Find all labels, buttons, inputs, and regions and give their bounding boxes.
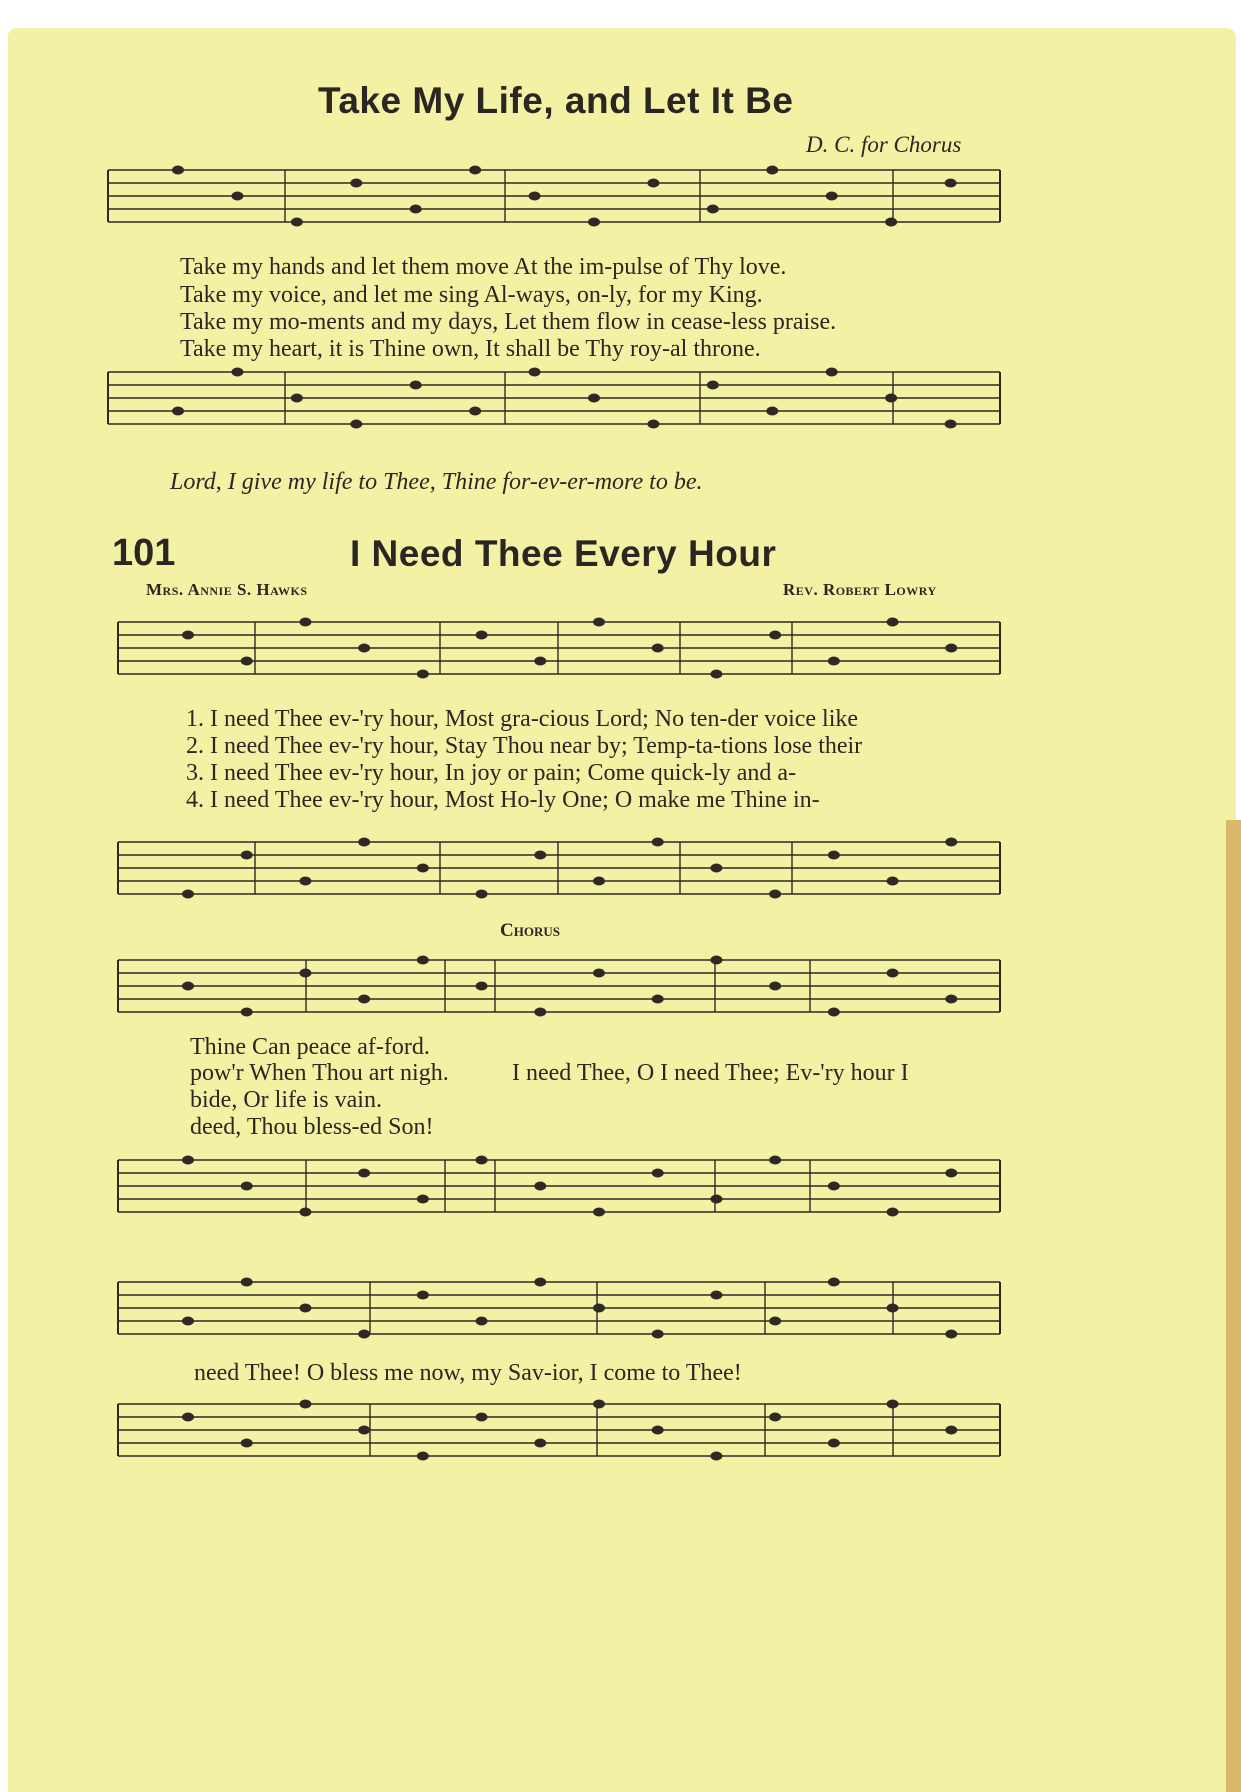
notehead (652, 1330, 664, 1339)
verse-line: 3. I need Thee ev-'ry hour, In joy or pain; Come quick-ly and a- (186, 760, 797, 786)
verse-line: Take my voice, and let me sing Al-ways, on-ly, for my King. (180, 282, 763, 308)
notehead (710, 1195, 722, 1204)
verse-line: pow'r When Thou art nigh. (190, 1060, 449, 1086)
verse-line: bide, Or life is vain. (190, 1087, 382, 1113)
notehead (707, 205, 719, 214)
notehead (241, 657, 253, 666)
notehead (231, 192, 243, 201)
notehead (885, 218, 897, 227)
notehead (710, 670, 722, 679)
verse-line: Take my heart, it is Thine own, It shall be Thy roy-al throne. (180, 336, 761, 362)
verse-line: Take my hands and let them move At the im-pulse of Thy love. (180, 254, 787, 280)
notehead (769, 1317, 781, 1326)
chorus-lyric: I need Thee, O I need Thee; Ev-'ry hour I (512, 1060, 909, 1086)
notehead (417, 956, 429, 965)
notehead (534, 1439, 546, 1448)
notehead (299, 618, 311, 627)
notehead (358, 1330, 370, 1339)
notehead (652, 995, 664, 1004)
notehead (945, 1426, 957, 1435)
notehead (588, 394, 600, 403)
notehead (350, 179, 362, 188)
notehead (241, 1439, 253, 1448)
verse-line: Take my mo-ments and my days, Let them flow in cease-less praise. (180, 309, 837, 335)
notehead (945, 179, 957, 188)
notehead (887, 969, 899, 978)
notehead (887, 618, 899, 627)
notehead (769, 1413, 781, 1422)
notehead (534, 1278, 546, 1287)
notehead (593, 969, 605, 978)
notehead (769, 890, 781, 899)
notehead (593, 1304, 605, 1313)
notehead (299, 1400, 311, 1409)
verse-line: 2. I need Thee ev-'ry hour, Stay Thou near by; Temp-ta-tions lose their (186, 733, 863, 759)
hymn-number: 101 (112, 532, 176, 574)
composer-credit: Rev. Robert Lowry (783, 580, 937, 599)
notehead (593, 877, 605, 886)
notehead (241, 1182, 253, 1191)
notehead (828, 851, 840, 860)
notehead (358, 995, 370, 1004)
notehead (945, 420, 957, 429)
notehead (593, 1208, 605, 1217)
notehead (534, 1182, 546, 1191)
notehead (945, 1330, 957, 1339)
notehead (358, 1169, 370, 1178)
notehead (476, 1413, 488, 1422)
notehead (766, 407, 778, 416)
notehead (358, 1426, 370, 1435)
notehead (172, 166, 184, 175)
notehead (828, 657, 840, 666)
notehead (534, 851, 546, 860)
notehead (299, 1304, 311, 1313)
notehead (769, 631, 781, 640)
notehead (826, 192, 838, 201)
notehead (945, 644, 957, 653)
notehead (828, 1439, 840, 1448)
notehead (887, 1400, 899, 1409)
notehead (945, 1169, 957, 1178)
notehead (350, 420, 362, 429)
notehead (358, 644, 370, 653)
notehead (410, 381, 422, 390)
notehead (417, 1195, 429, 1204)
notehead (417, 1291, 429, 1300)
notehead (887, 1304, 899, 1313)
notehead (529, 192, 541, 201)
hymn-title: I Need Thee Every Hour (350, 533, 777, 574)
notehead (710, 864, 722, 873)
notehead (652, 1169, 664, 1178)
notehead (534, 657, 546, 666)
notehead (710, 956, 722, 965)
notehead (647, 179, 659, 188)
notehead (588, 218, 600, 227)
notehead (241, 1278, 253, 1287)
notehead (299, 877, 311, 886)
notehead (299, 1208, 311, 1217)
verse-line: deed, Thou bless-ed Son! (190, 1114, 434, 1140)
notehead (945, 995, 957, 1004)
notehead (476, 890, 488, 899)
notehead (652, 1426, 664, 1435)
notehead (417, 1452, 429, 1461)
notehead (231, 368, 243, 377)
notehead (182, 1156, 194, 1165)
notehead (769, 1156, 781, 1165)
notehead (534, 1008, 546, 1017)
notehead (885, 394, 897, 403)
notehead (410, 205, 422, 214)
notehead (182, 890, 194, 899)
notehead (299, 969, 311, 978)
chorus-label: Chorus (500, 920, 560, 941)
notehead (291, 394, 303, 403)
notehead (476, 1317, 488, 1326)
notehead (417, 864, 429, 873)
notehead (710, 1452, 722, 1461)
notehead (828, 1278, 840, 1287)
notehead (647, 420, 659, 429)
notehead (417, 670, 429, 679)
notehead (182, 1413, 194, 1422)
notehead (707, 381, 719, 390)
notehead (358, 838, 370, 847)
notehead (172, 407, 184, 416)
notehead (945, 838, 957, 847)
notehead (182, 631, 194, 640)
verse-line: 1. I need Thee ev-'ry hour, Most gra-cious Lord; No ten-der voice like (186, 706, 859, 732)
notehead (766, 166, 778, 175)
notehead (291, 218, 303, 227)
notehead (476, 631, 488, 640)
notehead (652, 644, 664, 653)
hymn-title: Take My Life, and Let It Be (318, 80, 794, 121)
author-credit: Mrs. Annie S. Hawks (146, 580, 308, 599)
verse-line: 4. I need Thee ev-'ry hour, Most Ho-ly One; O make me Thine in- (186, 787, 820, 813)
notehead (652, 838, 664, 847)
notehead (476, 1156, 488, 1165)
chorus-line: Lord, I give my life to Thee, Thine for-ev-er-more to be. (170, 469, 703, 495)
notehead (241, 1008, 253, 1017)
notehead (828, 1008, 840, 1017)
chorus-direction: D. C. for Chorus (806, 132, 962, 157)
notehead (710, 1291, 722, 1300)
notehead (593, 1400, 605, 1409)
notehead (476, 982, 488, 991)
notehead (769, 982, 781, 991)
notehead (826, 368, 838, 377)
notehead (828, 1182, 840, 1191)
notehead (469, 407, 481, 416)
notehead (182, 982, 194, 991)
chorus-lyric: need Thee! O bless me now, my Sav-ior, I come to Thee! (194, 1360, 742, 1386)
notehead (887, 1208, 899, 1217)
notehead (593, 618, 605, 627)
notehead (469, 166, 481, 175)
notehead (182, 1317, 194, 1326)
verse-line: Thine Can peace af-ford. (190, 1034, 430, 1060)
notehead (887, 877, 899, 886)
notehead (529, 368, 541, 377)
notehead (241, 851, 253, 860)
